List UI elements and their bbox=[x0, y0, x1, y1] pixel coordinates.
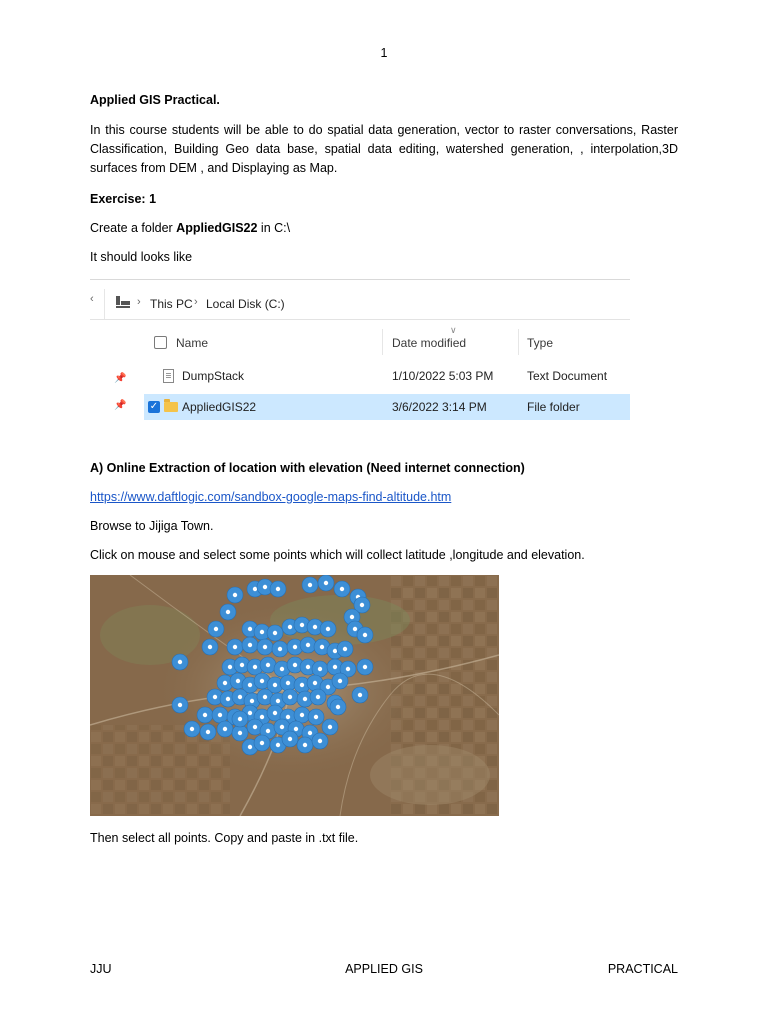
map-marker-dot bbox=[340, 587, 344, 591]
file-date: 3/6/2022 3:14 PM bbox=[392, 400, 487, 414]
map-marker-dot bbox=[318, 667, 322, 671]
map-marker-dot bbox=[226, 697, 230, 701]
map-marker-dot bbox=[293, 663, 297, 667]
page-number: 1 bbox=[380, 46, 388, 60]
map-marker-dot bbox=[263, 645, 267, 649]
map-canvas bbox=[90, 575, 499, 816]
map-marker-dot bbox=[358, 693, 362, 697]
map-marker-dot bbox=[343, 647, 347, 651]
map-marker-dot bbox=[273, 711, 277, 715]
map-marker-dot bbox=[260, 679, 264, 683]
map-marker-dot bbox=[360, 603, 364, 607]
breadcrumb-this-pc[interactable]: This PC bbox=[150, 297, 193, 311]
click-instruction: Click on mouse and select some points which will collect latitude ,longitude and elevation. bbox=[90, 548, 585, 562]
map-marker-dot bbox=[353, 627, 357, 631]
map-marker-dot bbox=[333, 649, 337, 653]
map-marker-dot bbox=[213, 695, 217, 699]
column-header-date-modified[interactable]: Date modified bbox=[392, 336, 467, 350]
text-document-icon bbox=[163, 369, 174, 383]
map-marker-dot bbox=[280, 667, 284, 671]
map-marker-dot bbox=[178, 660, 182, 664]
map-marker-dot bbox=[333, 665, 337, 669]
map-marker-dot bbox=[306, 665, 310, 669]
select-all-checkbox[interactable] bbox=[154, 336, 167, 349]
map-marker-dot bbox=[326, 627, 330, 631]
exercise-heading: Exercise: 1 bbox=[90, 192, 157, 206]
map-marker-dot bbox=[260, 741, 264, 745]
map-marker-dot bbox=[248, 627, 252, 631]
map-marker-dot bbox=[346, 667, 350, 671]
file-row-dumpstack[interactable] bbox=[144, 363, 630, 389]
column-divider[interactable] bbox=[518, 329, 519, 355]
map-marker-dot bbox=[248, 711, 252, 715]
map-marker-dot bbox=[300, 683, 304, 687]
map-marker-dot bbox=[314, 715, 318, 719]
map-marker-dot bbox=[324, 581, 328, 585]
map-marker-dot bbox=[363, 633, 367, 637]
breadcrumb-local-disk[interactable]: Local Disk (C:) bbox=[206, 297, 285, 311]
file-name: DumpStack bbox=[182, 369, 245, 383]
map-marker-dot bbox=[240, 663, 244, 667]
map-marker-dot bbox=[263, 695, 267, 699]
map-marker-dot bbox=[248, 683, 252, 687]
map-marker-dot bbox=[266, 663, 270, 667]
create-folder-prefix: Create a folder bbox=[90, 221, 177, 235]
map-marker-dot bbox=[273, 631, 277, 635]
folder-icon bbox=[164, 402, 178, 412]
map-marker-dot bbox=[203, 713, 207, 717]
map-marker-dot bbox=[260, 715, 264, 719]
map-marker-dot bbox=[206, 730, 210, 734]
map-marker-dot bbox=[288, 625, 292, 629]
map-marker-dot bbox=[288, 695, 292, 699]
computer-icon bbox=[116, 296, 130, 308]
map-marker-dot bbox=[238, 717, 242, 721]
map-marker-dot bbox=[253, 725, 257, 729]
map-marker-dot bbox=[276, 699, 280, 703]
map-marker-dot bbox=[238, 731, 242, 735]
map-marker-dot bbox=[253, 665, 257, 669]
map-marker-dot bbox=[294, 727, 298, 731]
map-marker-dot bbox=[178, 703, 182, 707]
map-marker-dot bbox=[286, 715, 290, 719]
map-marker-dot bbox=[238, 695, 242, 699]
file-type: Text Document bbox=[527, 369, 608, 383]
map-marker-dot bbox=[318, 739, 322, 743]
file-date: 1/10/2022 5:03 PM bbox=[392, 369, 494, 383]
looks-like-text: It should looks like bbox=[90, 250, 193, 264]
create-folder-instruction bbox=[90, 219, 678, 238]
altitude-link[interactable]: https://www.daftlogic.com/sandbox-google-maps-find-altitude.htm bbox=[90, 490, 452, 504]
map-marker-dot bbox=[326, 685, 330, 689]
map-marker-dot bbox=[303, 697, 307, 701]
map-marker-dot bbox=[273, 683, 277, 687]
create-folder-suffix: in C:\ bbox=[257, 221, 291, 235]
file-name: AppliedGIS22 bbox=[182, 400, 257, 414]
map-marker-dot bbox=[233, 593, 237, 597]
map-marker-dot bbox=[336, 705, 340, 709]
map-marker-dot bbox=[286, 681, 290, 685]
then-instruction: Then select all points. Copy and paste in .txt file. bbox=[90, 831, 359, 845]
map-marker-dot bbox=[208, 645, 212, 649]
map-marker-dot bbox=[276, 743, 280, 747]
map-marker-dot bbox=[300, 713, 304, 717]
chevron-right-icon: › bbox=[137, 296, 141, 308]
chevron-left-icon[interactable]: ‹ bbox=[90, 293, 94, 305]
sort-chevron-icon: ∨ bbox=[450, 325, 457, 335]
column-header-name[interactable]: Name bbox=[176, 336, 209, 350]
explorer-top-border bbox=[90, 279, 630, 280]
map-marker-dot bbox=[218, 713, 222, 717]
satellite-map-image bbox=[90, 575, 499, 816]
browse-instruction: Browse to Jijiga Town. bbox=[90, 519, 214, 533]
map-marker-dot bbox=[288, 737, 292, 741]
pin-icon: 📌 bbox=[114, 400, 127, 411]
map-marker-dot bbox=[280, 725, 284, 729]
file-row-appliedgis22[interactable] bbox=[144, 394, 630, 420]
map-marker-dot bbox=[266, 729, 270, 733]
map-marker-dot bbox=[350, 615, 354, 619]
map-marker-dot bbox=[223, 727, 227, 731]
chevron-right-icon: › bbox=[194, 296, 198, 308]
column-header-type[interactable]: Type bbox=[527, 336, 554, 350]
map-marker-dot bbox=[260, 630, 264, 634]
altitude-link-line bbox=[90, 488, 678, 507]
map-marker-dot bbox=[316, 695, 320, 699]
address-separator bbox=[104, 289, 105, 319]
checkmark-icon[interactable]: ✓ bbox=[149, 401, 159, 412]
map-marker-dot bbox=[276, 587, 280, 591]
map-marker-dot bbox=[250, 699, 254, 703]
document-title: Applied GIS Practical. bbox=[90, 93, 220, 107]
map-marker-dot bbox=[308, 731, 312, 735]
footer-center: APPLIED GIS bbox=[345, 962, 423, 976]
map-marker-dot bbox=[226, 610, 230, 614]
map-marker-dot bbox=[263, 585, 267, 589]
footer-right: PRACTICAL bbox=[607, 962, 678, 976]
section-a-heading: A) Online Extraction of location with elevation (Need internet connection) bbox=[90, 461, 525, 475]
intro-paragraph: In this course students will be able to do spatial data generation, vector to raster conversations, Raster Classification, Building Geo data base, spatial data editing, watershed generation, , interpolation,3D surfaces from DEM , and Displaying as Map. bbox=[90, 123, 678, 175]
column-divider[interactable] bbox=[382, 329, 383, 355]
map-marker-dot bbox=[306, 643, 310, 647]
map-marker-dot bbox=[190, 727, 194, 731]
map-marker-dot bbox=[303, 743, 307, 747]
pin-icon: 📌 bbox=[114, 373, 127, 384]
map-marker-dot bbox=[328, 725, 332, 729]
file-explorer-screenshot bbox=[90, 279, 630, 419]
map-marker-dot bbox=[278, 647, 282, 651]
folder-name: AppliedGIS22 bbox=[176, 221, 258, 235]
map-marker-dot bbox=[236, 679, 240, 683]
map-marker-dot bbox=[313, 681, 317, 685]
map-marker-dot bbox=[248, 745, 252, 749]
map-marker-dot bbox=[223, 681, 227, 685]
map-marker-dot bbox=[313, 625, 317, 629]
map-marker-dot bbox=[320, 645, 324, 649]
map-marker-dot bbox=[214, 627, 218, 631]
map-marker-dot bbox=[228, 665, 232, 669]
map-marker-dot bbox=[248, 643, 252, 647]
map-marker-dot bbox=[253, 587, 257, 591]
map-marker-dot bbox=[233, 645, 237, 649]
map-marker-dot bbox=[293, 645, 297, 649]
file-type: File folder bbox=[527, 400, 580, 414]
footer-left: JJU bbox=[90, 962, 112, 976]
map-marker-dot bbox=[363, 665, 367, 669]
map-marker-dot bbox=[300, 623, 304, 627]
address-bar[interactable] bbox=[90, 289, 630, 320]
map-marker-dot bbox=[338, 679, 342, 683]
map-marker-dot bbox=[308, 583, 312, 587]
